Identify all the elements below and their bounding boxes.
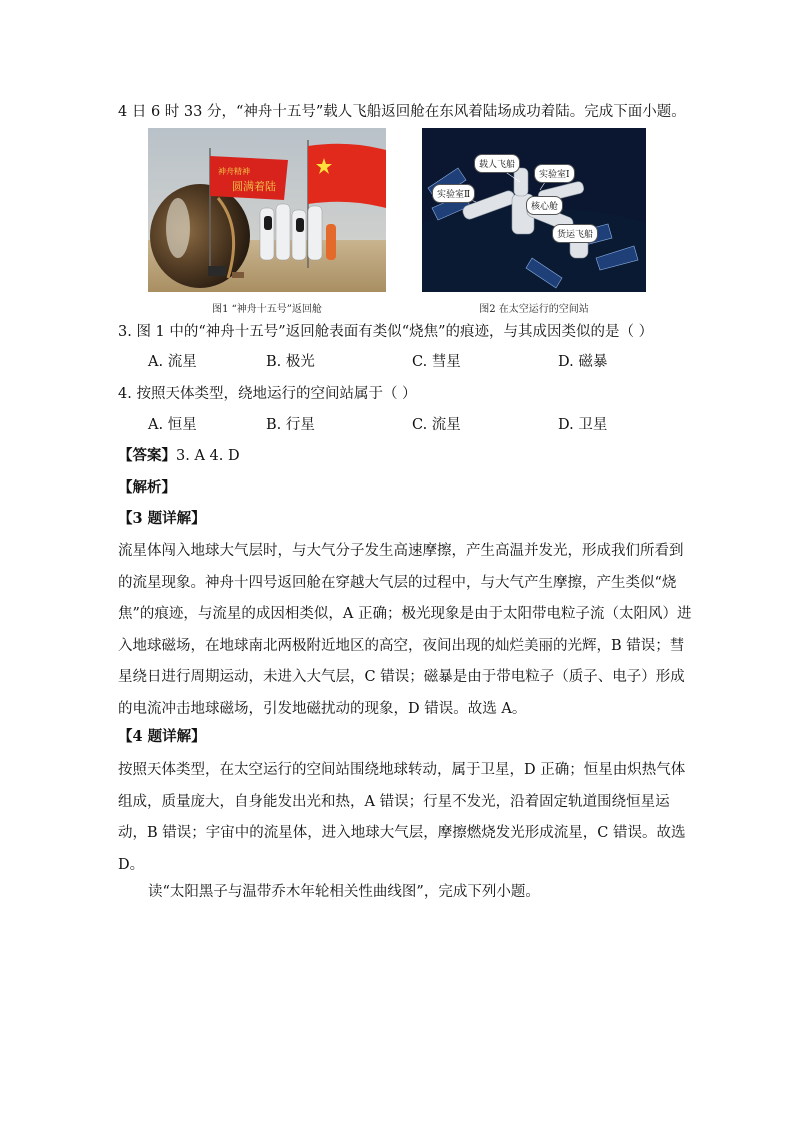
- q3-option-a: A. 流星: [148, 354, 197, 370]
- q4-option-c: C. 流星: [412, 417, 461, 433]
- figure2-caption: 图2 在太空运行的空间站: [479, 304, 589, 315]
- label-lab-2: 实验室Ⅱ: [432, 184, 475, 203]
- detail3-line: 流星体闯入地球大气层时，与大气分子发生高速摩擦，产生高温并发光，形成我们所看到: [118, 543, 684, 559]
- q3-stem: 3. 图 1 中的“神舟十五号”返回舱表面有类似“烧焦”的痕迹，与其成因类似的是（ ）: [118, 324, 654, 340]
- q4-option-b: B. 行星: [266, 417, 315, 433]
- q3-option-d: D. 磁暴: [558, 354, 608, 370]
- label-lab-1: 实验室Ⅰ: [534, 164, 575, 183]
- detail3-line: 星绕日进行周期运动，未进入大气层，C 错误；磁暴是由于带电粒子（质子、电子）形成: [118, 669, 685, 685]
- svg-text:圆满着陆: 圆满着陆: [232, 180, 276, 193]
- analysis-heading: 【解析】: [118, 479, 176, 496]
- q4-stem: 4. 按照天体类型，绕地运行的空间站属于（ ）: [118, 386, 417, 402]
- label-core-module: 核心舱: [526, 196, 563, 215]
- figure1-image: [148, 128, 386, 292]
- q3-option-c: C. 彗星: [412, 354, 461, 370]
- next-section-intro: 读“太阳黑子与温带乔木年轮相关性曲线图”，完成下列小题。: [148, 884, 540, 900]
- answer-line: [118, 446, 678, 466]
- q4-option-a: A. 恒星: [148, 417, 197, 433]
- detail4-line: 按照天体类型，在太空运行的空间站围绕地球转动，属于卫星，D 正确；恒星由炽热气体: [118, 762, 686, 778]
- detail4-paragraph: [118, 755, 686, 881]
- q3-option-b: B. 极光: [266, 354, 315, 370]
- svg-text:神舟精神: 神舟精神: [218, 167, 250, 176]
- detail3-paragraph: [118, 536, 692, 725]
- detail4-line: D。: [118, 856, 145, 873]
- intro-text: 4 日 6 时 33 分，“神舟十五号”载人飞船返回舱在东风着陆场成功着陆。完成下面小题。: [118, 104, 686, 120]
- detail3-heading: 【3 题详解】: [118, 510, 206, 527]
- return-capsule-photo: [148, 128, 386, 292]
- figure2-image: [422, 128, 646, 292]
- figure1-caption: 图1 “神舟十五号”返回舱: [212, 304, 322, 315]
- label-crewed-spacecraft: 载人飞船: [474, 154, 520, 173]
- detail3-line: 的电流冲击地球磁场，引发地磁扰动的现象，D 错误。故选 A。: [118, 700, 527, 717]
- detail4-line: 动，B 错误；宇宙中的流星体，进入地球大气层，摩擦燃烧发光形成流星，C 错误。故选: [118, 825, 686, 841]
- detail3-line: 焦”的痕迹，与流星的成因相类似，A 正确；极光现象是由于太阳带电粒子流（太阳风）进: [118, 606, 692, 622]
- detail3-line: 的流星现象。神舟十四号返回舱在穿越大气层的过程中，与大气产生摩擦，产生类似“烧: [118, 574, 677, 591]
- q4-option-d: D. 卫星: [558, 417, 608, 433]
- detail4-line: 组成，质量庞大，自身能发出光和热，A 错误；行星不发光，沿着固定轨道围绕恒星运: [118, 793, 670, 810]
- detail4-heading: 【4 题详解】: [118, 728, 206, 745]
- answer-text: 3. A 4. D: [176, 448, 240, 464]
- answer-label: 【答案】: [118, 447, 176, 464]
- label-cargo-spacecraft: 货运飞船: [552, 224, 598, 243]
- detail3-line: 入地球磁场，在地球南北两极附近地区的高空，夜间出现的灿烂美丽的光辉，B 错误；彗: [118, 637, 685, 654]
